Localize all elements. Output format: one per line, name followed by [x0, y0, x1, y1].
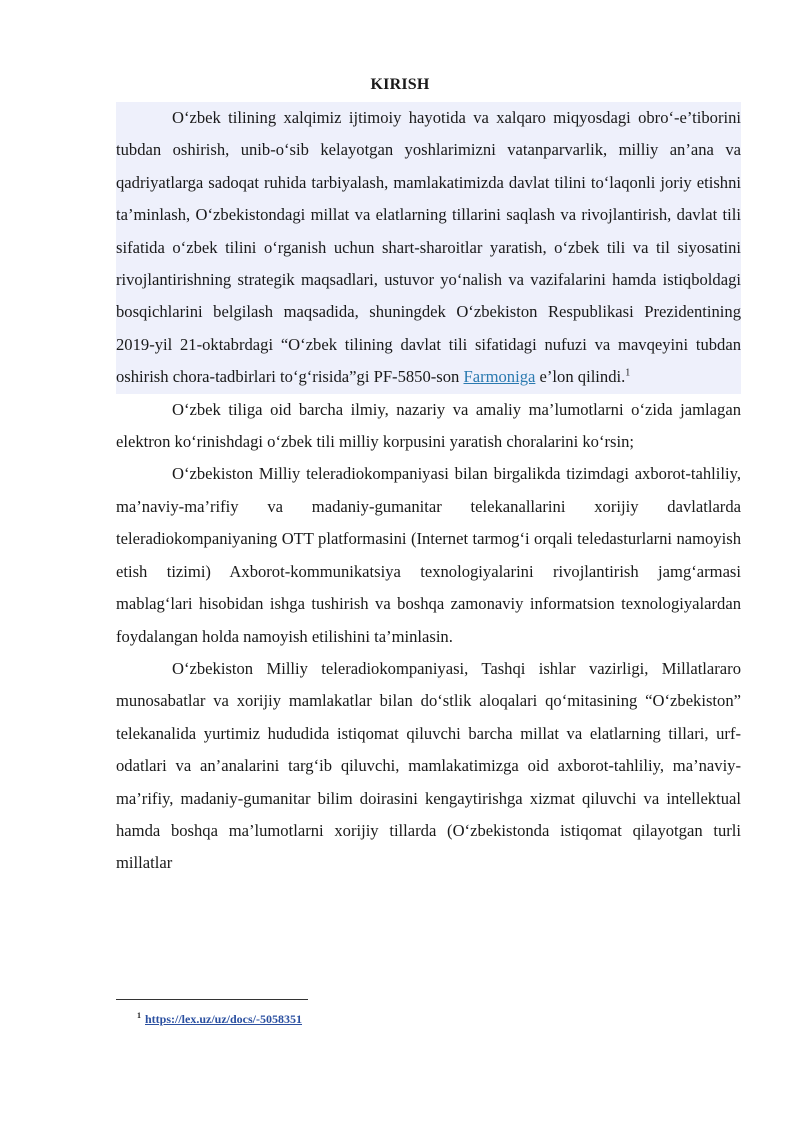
- paragraph-1-tail: e’lon qilindi.: [535, 367, 626, 387]
- paragraph-4: O‘zbekiston Milliy teleradiokompaniyasi, Tashqi ishlar vazirligi, Millatlararo munosabatlar va xorijiy mamlakatlar bilan do‘stlik aloqalari qo‘mitasining “O‘zbekiston” telekanalida yurtimiz hududida istiqomat qiluvchi barcha millat va elatlarning tillari, urf-odatlari va an’analarini targ‘ib qiluvchi, mamlakatimizga oid axborot-tahliliy, ma’naviy-ma’rifiy, madaniy-gumanitar bilim doirasini kengaytirishga xizmat qiluvchi va intellektual hamda boshqa ma’lumotlarni xorijiy tillarda (O‘zbekistonda istiqomat qilayotgan turli millatlar: [116, 658, 741, 873]
- footnote-divider: [116, 999, 308, 1000]
- footnote-reference[interactable]: 1: [625, 367, 631, 379]
- footnote-link[interactable]: https://lex.uz/uz/docs/-5058351: [145, 1012, 303, 1026]
- footnote-number: 1: [137, 1011, 141, 1020]
- body-text: [116, 102, 741, 880]
- farmon-link[interactable]: Farmoniga: [463, 367, 536, 387]
- page-title: KIRISH: [370, 76, 430, 93]
- paragraph-1: [116, 102, 741, 394]
- paragraph-2: O‘zbek tiliga oid barcha ilmiy, nazariy va amaliy ma’lumotlarni o‘zida jamlagan elektron ko‘rinishdagi o‘zbek tili milliy korpusini yaratish choralarini ko‘rsin;: [116, 399, 741, 452]
- footnote: [137, 1011, 302, 1027]
- paragraph-1-text: O‘zbek tilining xalqimiz ijtimoiy hayotida va xalqaro miqyosdagi obro‘-e’tiborini tubdan oshirish, unib-o‘sib kelayotgan yoshlarimizni vatanparvarlik, milliy an’ana va qadriyatlarga sadoqat ruhida tarbiyalash, mamlakatimizda davlat tilini to‘laqonli joriy etishni ta’minlash, O‘zbekistondagi millat va elatlarning tillarini saqlash va rivojlantirish, davlat tili sifatida o‘zbek tilini o‘rganish uchun shart-sharoitlar yaratish, o‘zbek tili va til siyosatini rivojlantirishning strategik maqsadlari, ustuvor yo‘nalish va vazifalarini hamda istiqboldagi bosqichlarini belgilash maqsadida, shuningdek O‘zbekiston Respublikasi Prezidentining 2019-yil 21-oktabrdagi “O‘zbek tilining davlat tili sifatidagi nufuzi va mavqeyini tubdan oshirish chora-tadbirlari to‘g‘risida”gi PF-5850-son: [116, 108, 741, 387]
- paragraph-3: O‘zbekiston Milliy teleradiokompaniyasi bilan birgalikda tizimdagi axborot-tahliliy, ma’naviy-ma’rifiy va madaniy-gumanitar telekanallarini xorijiy davlatlarda teleradiokompaniyaning OTT platformasini (Internet tarmog‘i orqali teledasturlarni namoyish etish tizimi) Axborot-kommunikatsiya texnologiyalarini rivojlantirish jamg‘armasi mablag‘lari hisobidan ishga tushirish va boshqa zamonaviy informatsion texnologiyalardan foydalangan holda namoyish etilishini ta’minlasin.: [116, 464, 741, 646]
